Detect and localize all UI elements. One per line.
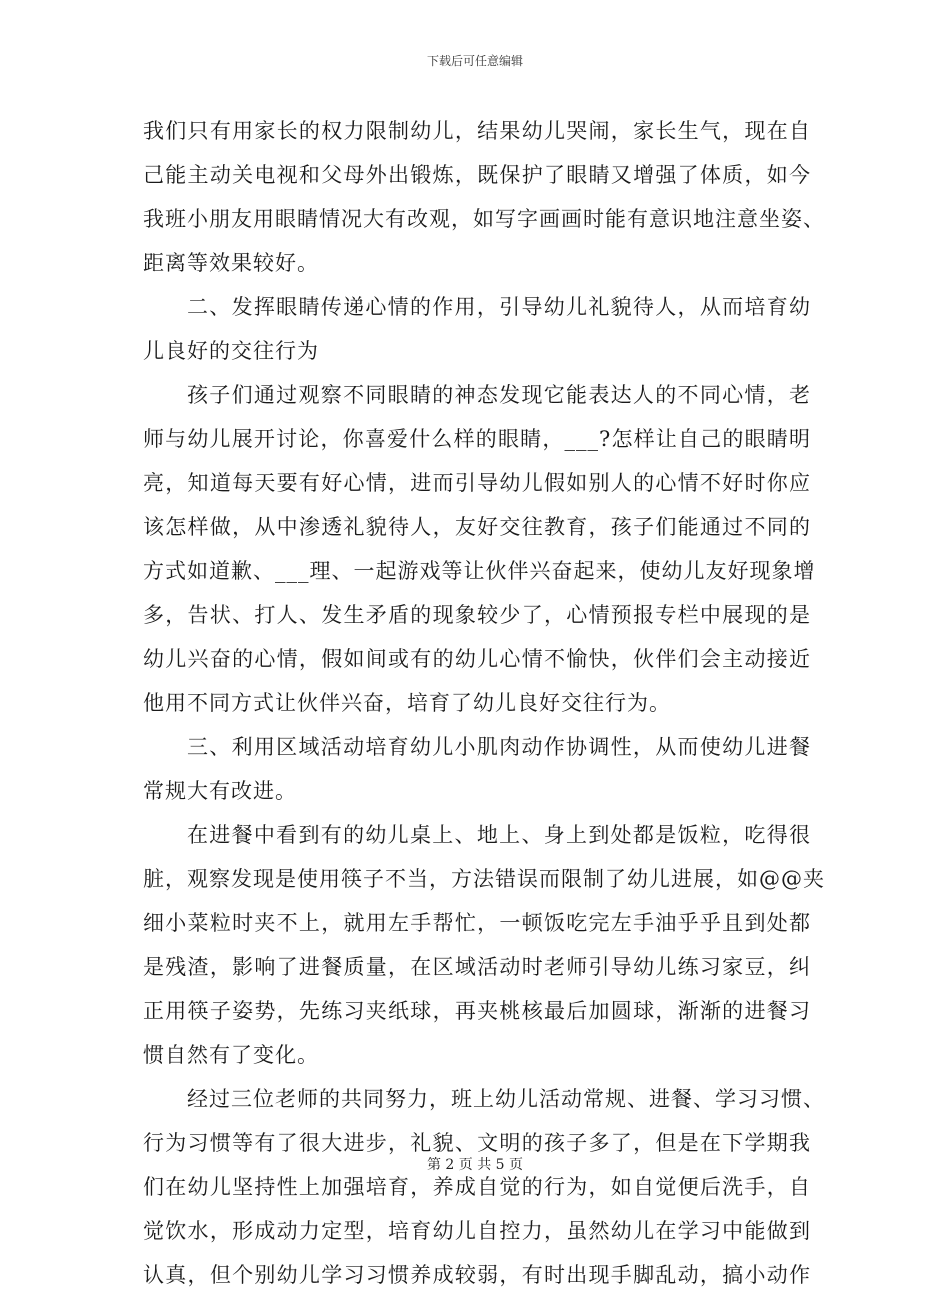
text-line: 距离等效果较好。 (143, 251, 319, 275)
text-line: 觉饮水，形成动力定型，培育幼儿自控力，虽然幼儿在学习中能做到 (143, 1219, 811, 1243)
text-line: 该怎样做，从中渗透礼貌待人，友好交往教育，孩子们能通过不同的 (143, 515, 811, 539)
section-heading-line: 三、利用区域活动培育幼儿小肌肉动作协调性，从而使幼儿进餐 (187, 735, 811, 759)
text-line: 多，告状、打人、发生矛盾的现象较少了，心情预报专栏中展现的是 (143, 603, 811, 627)
text-line: 我班小朋友用眼睛情况大有改观，如写字画画时能有意识地注意坐姿、 (143, 207, 825, 231)
text-line: 细小菜粒时夹不上，就用左手帮忙，一顿饭吃完左手油乎乎且到处都 (143, 911, 811, 935)
text-line: 脏，观察发现是使用筷子不当，方法错误而限制了幼儿进展，如@@夹 (143, 867, 825, 891)
section-heading-line: 二、发挥眼睛传递心情的作用，引导幼儿礼貌待人，从而培育幼 (187, 295, 811, 319)
text-line: 幼儿兴奋的心情，假如间或有的幼儿心情不愉快，伙伴们会主动接近 (143, 647, 811, 671)
text-line: 行为习惯等有了很大进步，礼貌、文明的孩子多了，但是在下学期我 (143, 1131, 811, 1155)
text-line: 正用筷子姿势，先练习夹纸球，再夹桃核最后加圆球，渐渐的进餐习 (143, 999, 811, 1023)
text-line: 师与幼儿展开讨论，你喜爱什么样的眼睛，___?怎样让自己的眼睛明 (143, 427, 811, 451)
section-heading-line: 儿良好的交往行为 (143, 339, 319, 363)
text-line: 孩子们通过观察不同眼睛的神态发现它能表达人的不同心情，老 (187, 383, 811, 407)
text-line: 方式如道歉、___理、一起游戏等让伙伴兴奋起来，使幼儿友好现象增 (143, 559, 816, 583)
text-line: 亮，知道每天要有好心情，进而引导幼儿假如别人的心情不好时你应 (143, 471, 811, 495)
text-line: 己能主动关电视和父母外出锻炼，既保护了眼睛又增强了体质，如今 (143, 163, 811, 187)
section-heading-line: 常规大有改进。 (143, 779, 297, 803)
text-line: 是残渣，影响了进餐质量，在区域活动时老师引导幼儿练习家豆，纠 (143, 955, 811, 979)
page-header: 下载后可任意编辑 (426, 54, 523, 68)
text-line: 他用不同方式让伙伴兴奋，培育了幼儿良好交往行为。 (143, 691, 671, 715)
text-line: 经过三位老师的共同努力，班上幼儿活动常规、进餐、学习习惯、 (187, 1087, 825, 1111)
document-body (143, 109, 825, 1297)
text-line: 们在幼儿坚持性上加强培育，养成自觉的行为，如自觉便后洗手，自 (143, 1175, 811, 1199)
text-line: 我们只有用家长的权力限制幼儿，结果幼儿哭闹，家长生气，现在自 (143, 119, 811, 143)
text-line: 认真，但个别幼儿学习习惯养成较弱，有时出现手脚乱动，搞小动作 (143, 1263, 811, 1287)
page-number: 第 2 页 共 5 页 (426, 1157, 524, 1173)
text-line: 在进餐中看到有的幼儿桌上、地上、身上到处都是饭粒，吃得很 (187, 823, 811, 847)
text-line: 惯自然有了变化。 (143, 1043, 319, 1067)
